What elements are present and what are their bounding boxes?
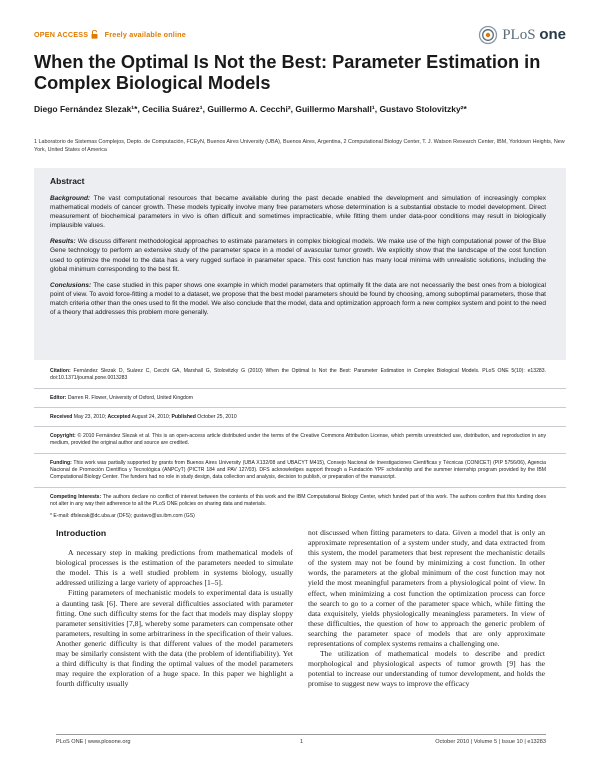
body-column-left [56,528,293,689]
abstract-background: Background: The vast computational resources that became available during the past decade enabled the development and simulation of increasingly complex mathematical models of cancer growth. These models typically involve many free parameters whose determination is a substantial obstacle to model development. Direct measurement of biochemical parameters in vivo is often difficult and sometimes impracticable, while fitting them under data-poor conditions may result in biologically implausible values. [50,195,546,230]
divider [34,388,566,389]
abstract-heading: Abstract [50,176,85,186]
competing-interests: Competing Interests: The authors declare no conflict of interest between the contents of this work and the IBM Computational Biology Center, which funded part of this work. The authors confirm that this funding does not alter in any way their adherence to all the PLoS ONE policies on sharing data and materials. [50,493,546,507]
article-metadata [34,368,566,526]
divider [34,453,566,454]
open-access-label: OPEN ACCESS [34,30,89,39]
body-paragraph: Fitting parameters of mechanistic models to experimental data is usually a daunting task [6]. There are several difficulties associated with parameter fitting. One such difficulty stems for the fact that models may display sloppy parameter sensitivities [7,8], whereby some parameters can compensate other parameters, resulting in some arbitrariness in the specification of their values. Another generic difficulty is that different values of the model parameters may be similarly consistent with the data (the problem of identifiability). Yet a third difficulty is that finding the optimal values of the model parameters may require the exploration of a huge space. In this paper we highlight a fourth difficulty usually [56,588,293,689]
footer-divider [56,734,546,735]
plos-wordmark: PLoS one [502,26,566,43]
divider [34,487,566,488]
journal-header-bar [34,26,566,48]
divider [34,426,566,427]
author-list: Diego Fernández Slezak¹*, Cecilia Suárez¹, Guillermo A. Cecchi², Guillermo Marshall¹, Gustavo Stolovitzky²* [34,104,467,114]
copyright: Copyright: © 2010 Fernández Slezak et al. This is an open-access article distributed under the terms of the Creative Commons Attribution License, which permits unrestricted use, distribution, and reproduction in any medium, provided the original author and source are credited. [50,433,547,447]
funding: Funding: This work was partially supported by grants from Buenos Aires University (UBA X132/08 and UBACYT M415), Consejo Nacional de Investigaciones Científicas y Técnicas (CONICET) (PIP 5756/06), Agencia Nacional de Promoción Científica y Tecnológica (ANPCyT) (PICTR 184 and PAV 127/03). DFS acknowledges support through a Fundación YPF scholarship and the summer internship program provided by the IBM Computational Biology Center. The funders had no role in study design, data collection and analysis, decision to publish, or preparation of the manuscript. [50,459,547,481]
free-online-label: Freely available online [104,30,186,39]
page-number: 1 [300,739,304,745]
editor: Editor: Darren R. Flower, University of Oxford, United Kingdom [50,394,193,401]
body-paragraph: The utilization of mathematical models to describe and predict morphological and physiological aspects of tumor growth [9] has the potential to increase our understanding of tumor development, and holds the promise to suggest new ways to improve the efficacy [308,649,545,689]
footer-issue: October 2010 | Volume 5 | Issue 10 | e13283 [435,739,546,745]
abstract-conclusions: Conclusions: The case studied in this paper shows one example in which model parameters that optimally fit the data are not necessarily the best ones from a biological point of view. To avoid force-fitting a model to a dataset, we propose that the best model parameters should be found by choosing, among suboptimal parameters, those that match criteria other than the ones used to fit the model. We also conclude that the model, data and optimization approach form a new complex system and point to the need of a theory that addresses this problem more generally. [50,281,546,317]
abstract-results: Results: We discuss different methodological approaches to estimate parameters in complex biological models. We make use of the high computational power of the Blue Gene technology to perform an extensive study of the parameter space in a model of avascular tumor growth. We explicitly show that the landscape of the cost function used to optimize the model to the data has a very rugged surface in parameter space. This cost function has many local minima with unrealistic solutions, including the global minimum corresponding to the best fit. [50,238,546,273]
divider [34,407,566,408]
contact-email: * E-mail: dfslezak@dc.uba.ar (DFS); gustavo@us.ibm.com (GS) [50,513,195,520]
body-paragraph: A necessary step in making predictions from mathematical models of biological processes is the estimation of the parameters needed to simulate the model. This is a well studied problem in systems biology, usually addressed utilizing a large variety of approaches [1–5]. [56,548,293,588]
abstract-box [34,168,566,360]
footer-journal: PLoS ONE | www.plosone.org [56,739,131,745]
body-paragraph: not discussed when fitting parameters to data. Given a model that is only an approximate representation of a system under study, and data extracted from this system, the model parameters that best represent the mechanistic details of the system may not be found by minimizing a cost function. In other words, the parameters at the global minimum of the cost function may not yield the most meaningful parameters from a physiological point of view. In effect, when minimizing a cost function the optimization process can force the search to go to a corner of the parameter space which, while fitting the data exquisitely, yields physiologically meaningless parameters. In view of these difficulties, the question of how to approach the generic problem of searching the parameter space of models that are only approximate representations of complex systems remains a challenging one. [308,528,545,649]
affiliations: 1 Laboratorio de Sistemas Complejos, Depto. de Computación, FCEyN, Buenos Aires University (UBA), Buenos Aires, Argentina, 2 Computational Biology Center, T. J. Watson Research Center, IBM, Yorktown Heights, New York, United States of America [34,139,565,153]
citation: Citation: Fernández Slezak D, Suárez C, Cecchi GA, Marshall G, Stolovitzky G (2010) When the Optimal Is Not the Best: Parameter Estimation in Complex Biological Models. PLoS ONE 5(10): e13283. doi:10.1371/journal.pone.0013283 [50,368,546,382]
open-lock-icon [91,30,98,39]
body-column-right [308,528,545,690]
page-footer [56,739,546,749]
introduction-heading: Introduction [56,528,107,538]
open-access-badge [34,30,186,39]
dates: Received May 23, 2010; Accepted August 24, 2010; Published October 25, 2010 [50,413,237,420]
article-title: When the Optimal Is Not the Best: Parameter Estimation in Complex Biological Models [34,52,541,93]
plos-one-logo [478,24,566,46]
plos-logo-icon [478,25,498,45]
